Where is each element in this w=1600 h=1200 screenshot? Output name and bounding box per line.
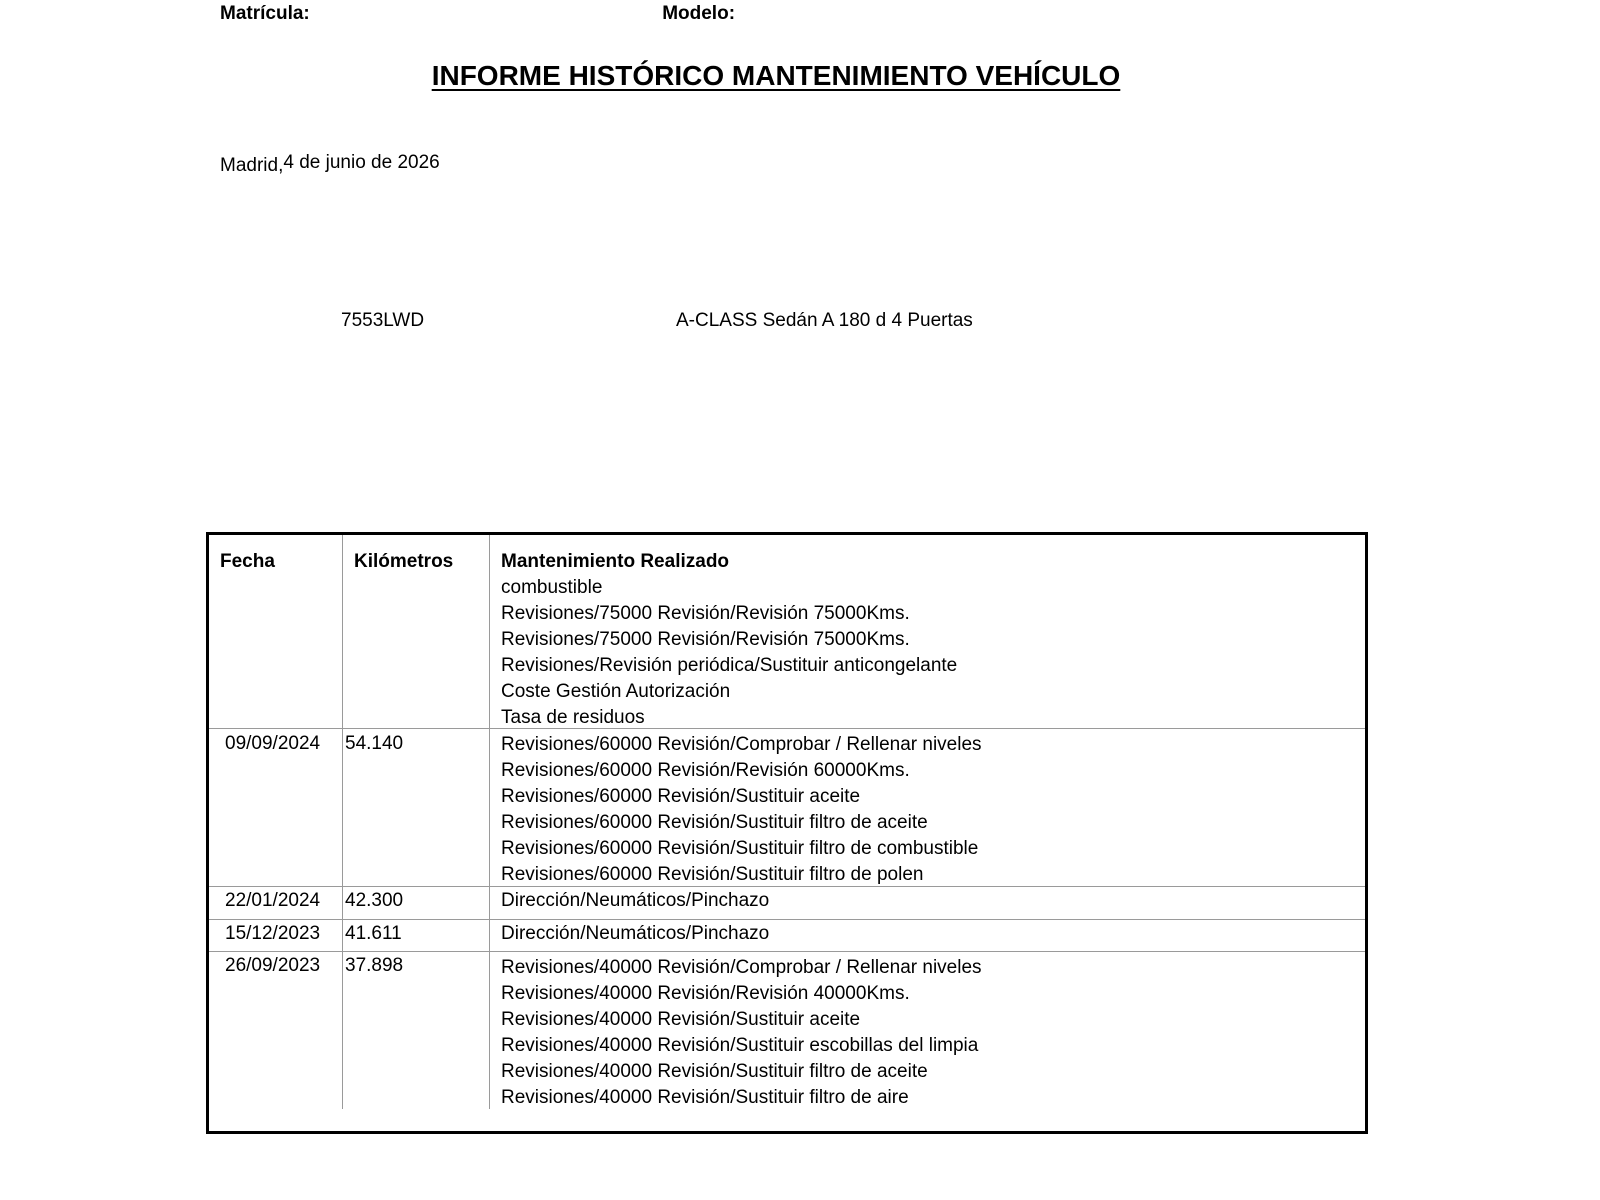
model-value: A-CLASS Sedán A 180 d 4 Puertas	[676, 310, 973, 331]
header-maintenance: Mantenimiento Realizado	[501, 551, 730, 572]
row-date: 15/12/2023	[225, 923, 321, 944]
report-date-line	[220, 152, 440, 174]
row-km: 42.300	[345, 890, 404, 911]
list-item: Revisiones/60000 Revisión/Sustituir filtro de combustible	[501, 838, 979, 860]
header-date: Fecha	[220, 551, 275, 572]
model-label: Modelo:	[662, 3, 736, 24]
list-item: Revisiones/75000 Revisión/Revisión 75000Kms.	[501, 603, 910, 625]
continued-maintenance-list	[501, 575, 957, 732]
list-item: Tasa de residuos	[501, 707, 645, 729]
row-divider	[209, 919, 1365, 920]
page-title: INFORME HISTÓRICO MANTENIMIENTO VEHÍCULO	[431, 60, 1121, 91]
list-item: Revisiones/40000 Revisión/Sustituir escobillas del limpia	[501, 1035, 979, 1057]
row-km: 41.611	[345, 923, 402, 944]
list-item: Revisiones/40000 Revisión/Sustituir aceite	[501, 1009, 861, 1031]
row-km: 37.898	[345, 955, 404, 976]
row-date: 26/09/2023	[225, 955, 321, 976]
row-maintenance-list	[501, 921, 769, 947]
row-date: 09/09/2024	[225, 733, 321, 754]
column-divider	[342, 535, 343, 1109]
column-divider	[489, 535, 490, 1109]
header-km: Kilómetros	[354, 551, 454, 572]
row-divider	[209, 951, 1365, 952]
list-item: Revisiones/40000 Revisión/Sustituir filtro de aceite	[501, 1061, 928, 1083]
list-item: Revisiones/Revisión periódica/Sustituir anticongelante	[501, 655, 958, 677]
plate-value: 7553LWD	[341, 310, 425, 331]
list-item: combustible	[501, 577, 603, 598]
list-item: Dirección/Neumáticos/Pinchazo	[501, 890, 770, 911]
maintenance-table	[206, 532, 1368, 1134]
row-date: 22/01/2024	[225, 890, 321, 911]
list-item: Revisiones/40000 Revisión/Revisión 40000Kms.	[501, 983, 910, 1005]
row-maintenance-list	[501, 888, 769, 914]
row-divider	[209, 728, 1365, 729]
report-city: Madrid,	[220, 155, 284, 176]
row-divider	[209, 886, 1365, 887]
row-km: 54.140	[345, 733, 404, 754]
list-item: Revisiones/60000 Revisión/Revisión 60000Kms.	[501, 760, 910, 782]
list-item: Revisiones/40000 Revisión/Sustituir filtro de aire	[501, 1087, 909, 1109]
row-maintenance-list	[501, 955, 982, 1112]
row-maintenance-list	[501, 732, 982, 889]
plate-label: Matrícula:	[220, 3, 310, 24]
list-item: Coste Gestión Autorización	[501, 681, 731, 703]
report-date: 4 de junio de 2026	[283, 152, 440, 173]
list-item: Revisiones/60000 Revisión/Sustituir filtro de aceite	[501, 812, 928, 834]
list-item: Revisiones/60000 Revisión/Comprobar / Rellenar niveles	[501, 734, 982, 755]
list-item: Revisiones/75000 Revisión/Revisión 75000Kms.	[501, 629, 910, 651]
list-item: Revisiones/60000 Revisión/Sustituir filtro de polen	[501, 864, 924, 886]
list-item: Revisiones/40000 Revisión/Comprobar / Rellenar niveles	[501, 957, 982, 978]
list-item: Dirección/Neumáticos/Pinchazo	[501, 923, 770, 944]
list-item: Revisiones/60000 Revisión/Sustituir aceite	[501, 786, 861, 808]
